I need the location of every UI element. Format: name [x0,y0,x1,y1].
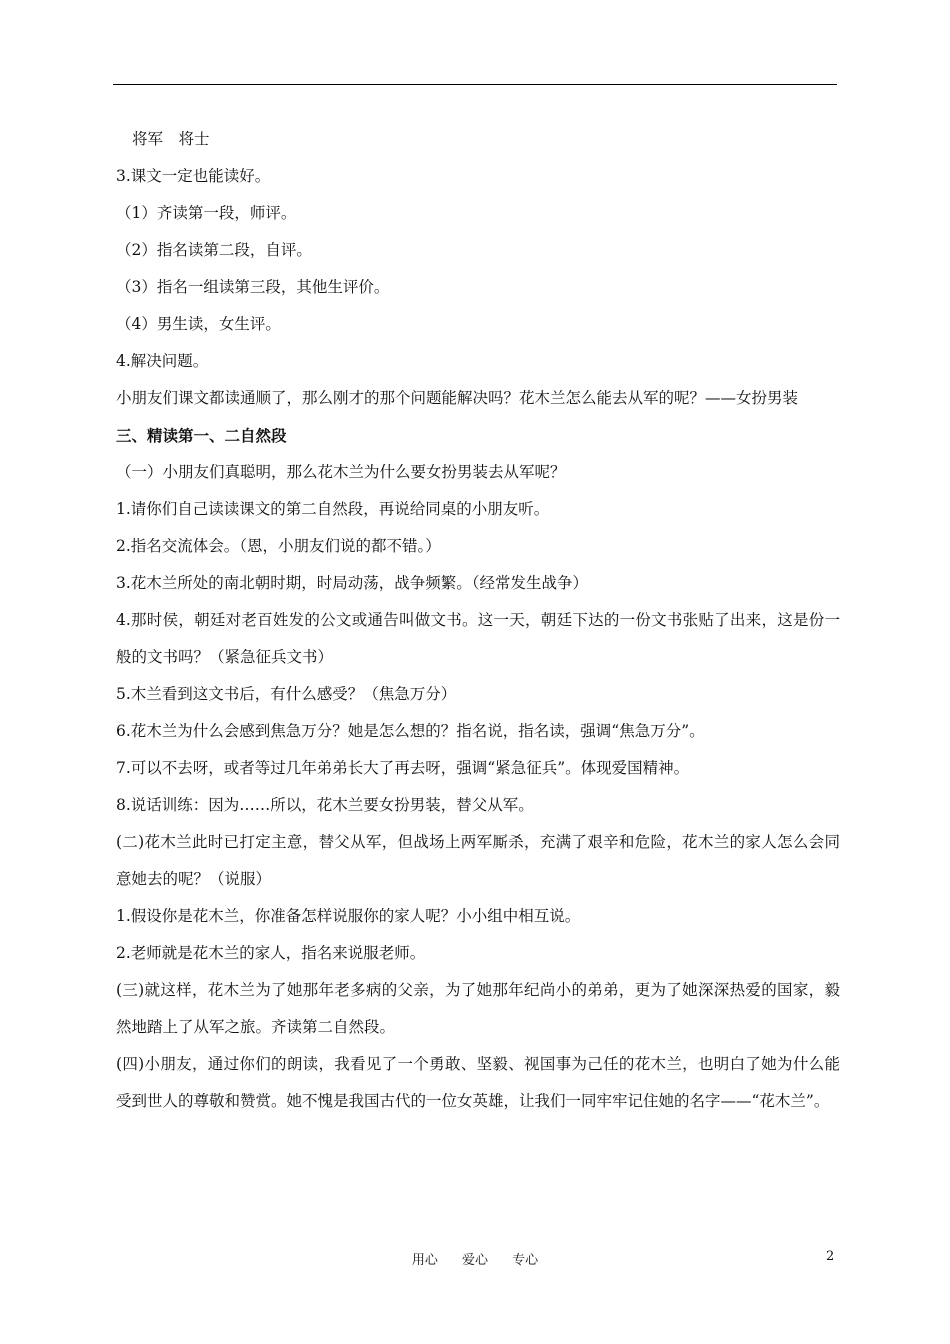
paragraph-line: 2.老师就是花木兰的家人，指名来说服老师。 [116,944,426,962]
paragraph-line: (二)花木兰此时已打定主意，替父从军，但战场上两军厮杀，充满了艰辛和危险，花木兰的家人怎么会同意她去的呢？（说服） [116,833,840,888]
paragraph-line: 1.假设你是花木兰，你准备怎样说服你的家人呢？小小组中相互说。 [116,907,581,925]
paragraph-line: 3.花木兰所处的南北朝时期，时局动荡，战争频繁。（经常发生战争） [116,574,589,592]
paragraph-line: (三)就这样，花木兰为了她那年老多病的父亲，为了她那年纪尚小的弟弟，更为了她深深热爱的国家，毅然地踏上了从军之旅。齐读第二自然段。 [116,981,840,1036]
footer-motto [0,1249,950,1268]
document-body [116,121,840,1120]
footer-item-3: 专心 [512,1253,539,1268]
paragraph-line: (四)小朋友，通过你们的朗读，我看见了一个勇敢、坚毅、视国事为己任的花木兰，也明白了她为什么能受到世人的尊敬和赞赏。她不愧是我国古代的一位女英雄，让我们一同牢牢记住她的名字——“花木兰”。 [116,1055,840,1110]
paragraph-line: 8.说话训练：因为……所以，花木兰要女扮男装，替父从军。 [116,796,534,814]
paragraph-line: （2）指名读第二段，自评。 [116,241,312,259]
paragraph-line: 4.那时侯，朝廷对老百姓发的公文或通告叫做文书。这一天，朝廷下达的一份文书张贴了出来，这是份一般的文书吗？（紧急征兵文书） [116,611,840,666]
paragraph-line: 3.课文一定也能读好。 [116,167,271,185]
paragraph-line: 1.请你们自己读读课文的第二自然段，再说给同桌的小朋友听。 [116,500,550,518]
paragraph-line: （1）齐读第一段，师评。 [116,204,297,222]
footer-item-1: 用心 [411,1253,438,1268]
paragraph-line: 5.木兰看到这文书后，有什么感受？（焦急万分） [116,685,457,703]
paragraph-line: （3）指名一组读第三段，其他生评价。 [116,278,390,296]
paragraph-line: 7.可以不去呀，或者等过几年弟弟长大了再去呀，强调“紧急征兵”。体现爱国精神。 [116,759,690,777]
paragraph-line: 6.花木兰为什么会感到焦急万分？她是怎么想的？指名说，指名读，强调“焦急万分”。 [116,722,705,740]
paragraph-line: 将军 将士 [132,130,210,148]
header-rule [113,84,837,85]
paragraph-line: 4.解决问题。 [116,352,209,370]
paragraph-line: 2.指名交流体会。（恩，小朋友们说的都不错。） [116,537,441,555]
section-heading: 三、精读第一、二自然段 [116,426,287,445]
paragraph-line: 小朋友们课文都读通顺了，那么刚才的那个问题能解决吗？花木兰怎么能去从军的呢？——女扮男装 [116,389,799,407]
page-number: 2 [826,1249,835,1264]
paragraph-line: （一）小朋友们真聪明，那么花木兰为什么要女扮男装去从军呢？ [116,463,566,481]
footer-item-2: 爱心 [461,1253,488,1268]
paragraph-line: （4）男生读，女生评。 [116,315,281,333]
